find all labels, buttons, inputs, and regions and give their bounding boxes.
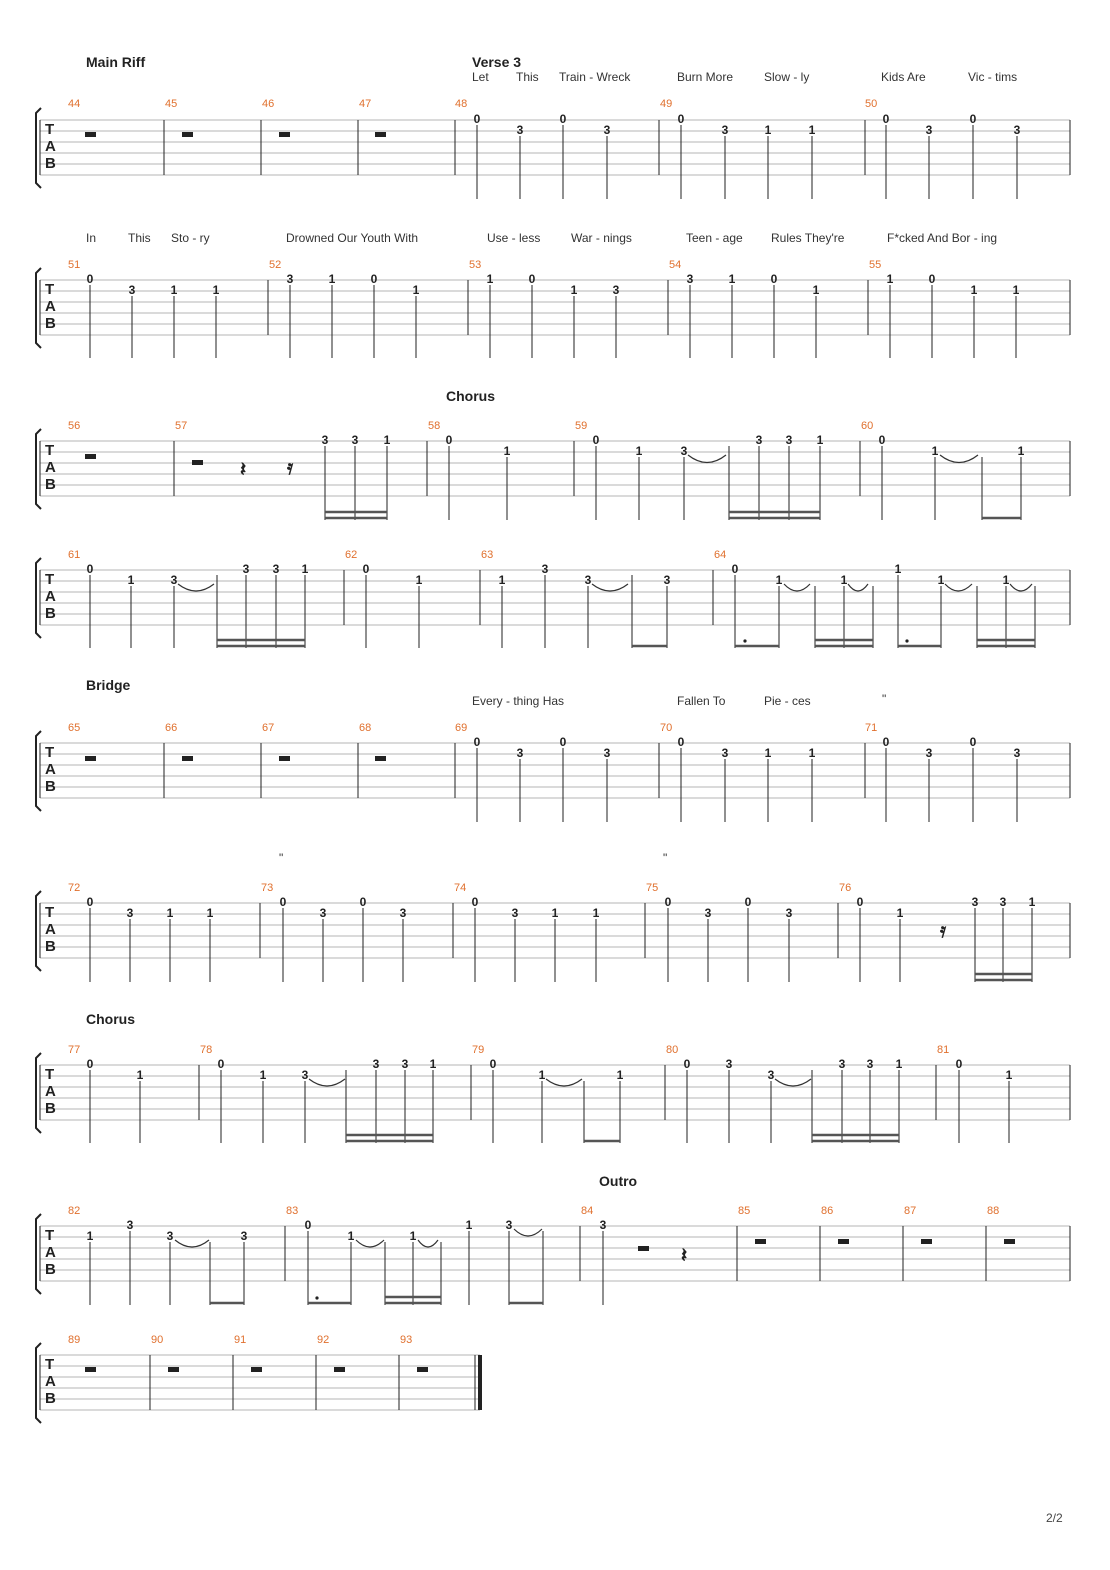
whole-rest (85, 454, 96, 459)
fret-number: 3 (351, 433, 359, 447)
fret-number: 0 (359, 895, 367, 909)
bar-number: 59 (575, 420, 588, 432)
beam (210, 1297, 543, 1303)
whole-rest (921, 1239, 932, 1244)
fret-number: 1 (931, 444, 939, 458)
fret-number: 1 (551, 906, 559, 920)
lyric: Every - thing Has (472, 694, 565, 708)
bar-number: 44 (68, 98, 81, 110)
tab-staff (40, 1226, 1070, 1281)
fret-number: 1 (775, 573, 783, 587)
fret-number: 0 (489, 1057, 497, 1071)
tab-letter-a: A (45, 761, 56, 778)
section-label-verse-3: Verse 3 (472, 54, 522, 70)
fret-number: 3 (925, 746, 933, 760)
tab-staff (40, 280, 1070, 335)
fret-number: 1 (1017, 444, 1025, 458)
fret-number: 0 (677, 735, 685, 749)
whole-rest (251, 1367, 262, 1372)
fret-number: 3 (240, 1229, 248, 1243)
bar-number: 56 (68, 420, 81, 432)
fret-number: 0 (770, 272, 778, 286)
fret-number: 3 (721, 746, 729, 760)
fret-number: 3 (999, 895, 1007, 909)
lyric: Rules They're (771, 231, 845, 245)
bar-number: 86 (821, 1205, 834, 1217)
fret-number: 3 (603, 123, 611, 137)
fret-number: 1 (503, 444, 511, 458)
tab-staff (40, 570, 1070, 625)
fret-number: 3 (399, 906, 407, 920)
bar-number: 68 (359, 722, 372, 734)
fret-number: 1 (895, 1057, 903, 1071)
bar-number: 54 (669, 259, 682, 271)
tab-letter-b: B (45, 1100, 56, 1117)
bar-number: 75 (646, 882, 659, 894)
fret-number: 3 (680, 444, 688, 458)
whole-rest (375, 756, 386, 761)
lyric: " (279, 851, 284, 865)
tie (175, 1240, 209, 1247)
fret-number: 3 (541, 562, 549, 576)
tie (514, 1229, 542, 1236)
bar-number: 61 (68, 549, 81, 561)
fret-number: 0 (217, 1057, 225, 1071)
bar-number: 82 (68, 1205, 81, 1217)
bar-number: 70 (660, 722, 673, 734)
sixteenth-rest: 𝄿 (287, 455, 294, 479)
lyric: In (86, 231, 97, 245)
fret-number: 3 (319, 906, 327, 920)
fret-number: 1 (206, 906, 214, 920)
fret-number: 3 (686, 272, 694, 286)
fret-number: 0 (473, 735, 481, 749)
tab-staff (40, 1065, 1070, 1120)
fret-number: 1 (808, 746, 816, 760)
fret-number: 1 (894, 562, 902, 576)
bar-number: 85 (738, 1205, 751, 1217)
bar-number: 51 (68, 259, 81, 271)
fret-number: 3 (321, 433, 329, 447)
lyric: Sto - ry (171, 231, 210, 245)
fret-number: 3 (612, 283, 620, 297)
dot (743, 639, 746, 642)
tab-letter-a: A (45, 588, 56, 605)
fret-number: 0 (279, 895, 287, 909)
section-label-outro: Outro (599, 1173, 638, 1189)
lyric: Fallen To (677, 694, 726, 708)
whole-rest (182, 756, 193, 761)
fret-number: 3 (866, 1057, 874, 1071)
fret-number: 1 (409, 1229, 417, 1243)
fret-number: 3 (272, 562, 280, 576)
bar-number: 64 (714, 549, 727, 561)
fret-number: 3 (1013, 746, 1021, 760)
fret-number: 1 (212, 283, 220, 297)
bar-number: 89 (68, 1334, 81, 1346)
tie (848, 584, 868, 591)
lyric: Slow - ly (764, 70, 810, 84)
bar-number: 69 (455, 722, 468, 734)
fret-number: 3 (767, 1068, 775, 1082)
page-number: 2/2 (1046, 1511, 1063, 1525)
bar-number: 67 (262, 722, 275, 734)
bar-number: 55 (869, 259, 882, 271)
bar-number: 62 (345, 549, 358, 561)
fret-number: 1 (383, 433, 391, 447)
fret-number: 0 (878, 433, 886, 447)
lyric: Vic - tims (968, 70, 1018, 84)
lyric: This (516, 70, 539, 84)
tab-letter-a: A (45, 138, 56, 155)
fret-number: 3 (971, 895, 979, 909)
tab-letter-t: T (45, 571, 55, 588)
fret-number: 1 (570, 283, 578, 297)
bar-number: 66 (165, 722, 178, 734)
fret-number: 3 (511, 906, 519, 920)
bar-number: 80 (666, 1044, 679, 1056)
tie (592, 584, 628, 591)
fret-number: 1 (347, 1229, 355, 1243)
system-2 (36, 231, 1070, 358)
fret-number: 3 (599, 1218, 607, 1232)
tie (775, 1079, 811, 1086)
fret-number: 1 (616, 1068, 624, 1082)
tab-letter-t: T (45, 442, 55, 459)
fret-number: 0 (445, 433, 453, 447)
fret-number: 1 (728, 272, 736, 286)
dot (315, 1296, 318, 1299)
fret-number: 0 (86, 895, 94, 909)
tab-letter-b: B (45, 315, 56, 332)
fret-number: 0 (969, 112, 977, 126)
tie (178, 584, 214, 591)
tab-letter-t: T (45, 744, 55, 761)
fret-number: 0 (683, 1057, 691, 1071)
fret-number: 1 (970, 283, 978, 297)
lyric: War - nings (571, 231, 632, 245)
quarter-rest: 𝄽 (681, 1243, 688, 1267)
bar-number: 53 (469, 259, 482, 271)
fret-number: 0 (304, 1218, 312, 1232)
fret-number: 0 (559, 735, 567, 749)
quarter-rest: 𝄽 (240, 457, 247, 481)
fret-number: 3 (663, 573, 671, 587)
tab-letter-a: A (45, 1244, 56, 1261)
bar-number: 74 (454, 882, 467, 894)
tie (418, 1240, 438, 1247)
fret-number: 3 (704, 906, 712, 920)
bar-number: 71 (865, 722, 878, 734)
tie (945, 584, 972, 591)
lyric: Burn More (677, 70, 734, 84)
section-label-main-riff: Main Riff (86, 54, 146, 70)
sixteenth-rest: 𝄿 (940, 918, 947, 942)
tie (688, 455, 726, 463)
whole-rest (168, 1367, 179, 1372)
tie (309, 1079, 345, 1086)
fret-number: 3 (725, 1057, 733, 1071)
fret-number: 3 (401, 1057, 409, 1071)
fret-number: 0 (86, 562, 94, 576)
tab-letter-a: A (45, 1083, 56, 1100)
fret-number: 0 (744, 895, 752, 909)
fret-number: 1 (896, 906, 904, 920)
fret-number: 1 (808, 123, 816, 137)
bar-number: 50 (865, 98, 878, 110)
fret-number: 3 (584, 573, 592, 587)
fret-number: 1 (498, 573, 506, 587)
fret-number: 3 (721, 123, 729, 137)
beam (325, 512, 1021, 518)
system-3 (36, 388, 1070, 520)
tab-letter-t: T (45, 1066, 55, 1083)
tab-staff (40, 1355, 480, 1410)
half-rest (192, 460, 203, 465)
fret-number: 0 (664, 895, 672, 909)
fret-number: 0 (471, 895, 479, 909)
fret-number: 1 (429, 1057, 437, 1071)
lyric: Kids Are (881, 70, 926, 84)
fret-number: 3 (516, 123, 524, 137)
dot (905, 639, 908, 642)
tab-letter-b: B (45, 155, 56, 172)
system-4 (36, 549, 1070, 648)
fret-number: 1 (465, 1218, 473, 1232)
fret-number: 1 (170, 283, 178, 297)
fret-number: 0 (86, 1057, 94, 1071)
lyric: " (882, 692, 887, 706)
bar-number: 84 (581, 1205, 594, 1217)
tab-staff (40, 120, 1070, 175)
fret-number: 3 (126, 906, 134, 920)
bar-number: 45 (165, 98, 178, 110)
system-1 (36, 54, 1070, 199)
tie (1010, 584, 1032, 591)
whole-rest (85, 132, 96, 137)
bar-number: 60 (861, 420, 874, 432)
bar-number: 47 (359, 98, 372, 110)
bar-number: 92 (317, 1334, 330, 1346)
fret-number: 1 (538, 1068, 546, 1082)
tab-letter-a: A (45, 298, 56, 315)
fret-number: 1 (412, 283, 420, 297)
bar-number: 87 (904, 1205, 917, 1217)
whole-rest (1004, 1239, 1015, 1244)
lyric: Use - less (487, 231, 541, 245)
fret-number: 1 (764, 123, 772, 137)
tab-letter-b: B (45, 938, 56, 955)
whole-rest (279, 756, 290, 761)
tab-letter-b: B (45, 778, 56, 795)
whole-rest (755, 1239, 766, 1244)
bar-number: 90 (151, 1334, 164, 1346)
fret-number: 0 (955, 1057, 963, 1071)
fret-number: 3 (1013, 123, 1021, 137)
system-8 (36, 1173, 1070, 1305)
tab-letter-b: B (45, 476, 56, 493)
fret-number: 1 (301, 562, 309, 576)
tab-staff (40, 441, 1070, 496)
fret-number: 3 (301, 1068, 309, 1082)
fret-number: 3 (925, 123, 933, 137)
fret-number: 1 (415, 573, 423, 587)
system-7 (36, 1011, 1070, 1143)
fret-number: 0 (86, 272, 94, 286)
whole-rest (334, 1367, 345, 1372)
whole-rest (838, 1239, 849, 1244)
whole-rest (85, 756, 96, 761)
fret-number: 1 (486, 272, 494, 286)
lyric: Let (472, 70, 489, 84)
lyric: Train - Wreck (559, 70, 631, 84)
bar-number: 46 (262, 98, 275, 110)
whole-rest (85, 1367, 96, 1372)
fret-number: 0 (882, 735, 890, 749)
fret-number: 1 (166, 906, 174, 920)
bar-number: 58 (428, 420, 441, 432)
bar-number: 83 (286, 1205, 299, 1217)
lyric: Drowned Our Youth With (286, 231, 419, 245)
half-rest (638, 1246, 649, 1251)
lyric: This (128, 231, 151, 245)
fret-number: 0 (731, 562, 739, 576)
fret-number: 3 (838, 1057, 846, 1071)
fret-number: 1 (1005, 1068, 1013, 1082)
lyric: " (663, 851, 668, 865)
fret-number: 3 (785, 906, 793, 920)
system-9 (36, 1334, 482, 1423)
fret-number: 1 (764, 746, 772, 760)
fret-number: 1 (1002, 573, 1010, 587)
bar-number: 93 (400, 1334, 413, 1346)
tab-letter-t: T (45, 1227, 55, 1244)
tab-letter-a: A (45, 921, 56, 938)
fret-number: 3 (505, 1218, 513, 1232)
tab-letter-a: A (45, 1373, 56, 1390)
section-label-chorus: Chorus (86, 1011, 135, 1027)
tab-letter-t: T (45, 1356, 55, 1373)
bar-number: 48 (455, 98, 468, 110)
tab-staff (40, 743, 1070, 798)
whole-rest (375, 132, 386, 137)
fret-number: 1 (259, 1068, 267, 1082)
tie (546, 1079, 582, 1086)
bar-number: 79 (472, 1044, 485, 1056)
bar-number: 73 (261, 882, 274, 894)
fret-number: 0 (559, 112, 567, 126)
lyric: Teen - age (686, 231, 743, 245)
section-label-bridge: Bridge (86, 677, 131, 693)
fret-number: 0 (969, 735, 977, 749)
fret-number: 3 (170, 573, 178, 587)
fret-number: 3 (603, 746, 611, 760)
fret-number: 1 (127, 573, 135, 587)
fret-number: 1 (136, 1068, 144, 1082)
fret-number: 0 (677, 112, 685, 126)
system-6 (36, 851, 1070, 982)
tab-letter-b: B (45, 1261, 56, 1278)
whole-rest (279, 132, 290, 137)
fret-number: 0 (592, 433, 600, 447)
fret-number: 0 (528, 272, 536, 286)
tie (356, 1240, 384, 1247)
tab-letter-t: T (45, 281, 55, 298)
bar-number: 49 (660, 98, 673, 110)
system-5 (36, 677, 1070, 822)
fret-number: 0 (882, 112, 890, 126)
fret-number: 0 (473, 112, 481, 126)
fret-number: 1 (816, 433, 824, 447)
fret-number: 1 (812, 283, 820, 297)
tab-letter-t: T (45, 904, 55, 921)
whole-rest (182, 132, 193, 137)
bar-number: 72 (68, 882, 81, 894)
tie (784, 584, 810, 591)
bar-number: 78 (200, 1044, 213, 1056)
tab-letter-t: T (45, 121, 55, 138)
fret-number: 0 (928, 272, 936, 286)
fret-number: 0 (370, 272, 378, 286)
fret-number: 3 (242, 562, 250, 576)
bar-number: 65 (68, 722, 81, 734)
fret-number: 3 (516, 746, 524, 760)
fret-number: 1 (1028, 895, 1036, 909)
bar-number: 57 (175, 420, 188, 432)
bar-number: 76 (839, 882, 852, 894)
section-label-chorus: Chorus (446, 388, 495, 404)
lyric: F*cked And Bor - ing (887, 231, 998, 245)
bar-number: 91 (234, 1334, 247, 1346)
fret-number: 1 (1012, 283, 1020, 297)
fret-number: 3 (166, 1229, 174, 1243)
whole-rest (417, 1367, 428, 1372)
fret-number: 1 (840, 573, 848, 587)
fret-number: 3 (128, 283, 136, 297)
fret-number: 0 (856, 895, 864, 909)
final-barline (478, 1355, 482, 1410)
fret-number: 3 (126, 1218, 134, 1232)
bar-number: 63 (481, 549, 494, 561)
beam (346, 1135, 899, 1141)
bar-number: 81 (937, 1044, 950, 1056)
fret-number: 1 (328, 272, 336, 286)
lyric: Pie - ces (764, 694, 811, 708)
fret-number: 1 (937, 573, 945, 587)
beam (217, 640, 1035, 646)
fret-number: 3 (372, 1057, 380, 1071)
fret-number: 1 (86, 1229, 94, 1243)
fret-number: 3 (286, 272, 294, 286)
bar-number: 52 (269, 259, 282, 271)
fret-number: 1 (886, 272, 894, 286)
fret-number: 1 (635, 444, 643, 458)
tab-letter-b: B (45, 1390, 56, 1407)
tie (940, 455, 978, 463)
fret-number: 3 (755, 433, 763, 447)
bar-number: 88 (987, 1205, 1000, 1217)
tab-letter-a: A (45, 459, 56, 476)
tab-letter-b: B (45, 605, 56, 622)
fret-number: 3 (785, 433, 793, 447)
fret-number: 1 (592, 906, 600, 920)
fret-number: 0 (362, 562, 370, 576)
bar-number: 77 (68, 1044, 81, 1056)
